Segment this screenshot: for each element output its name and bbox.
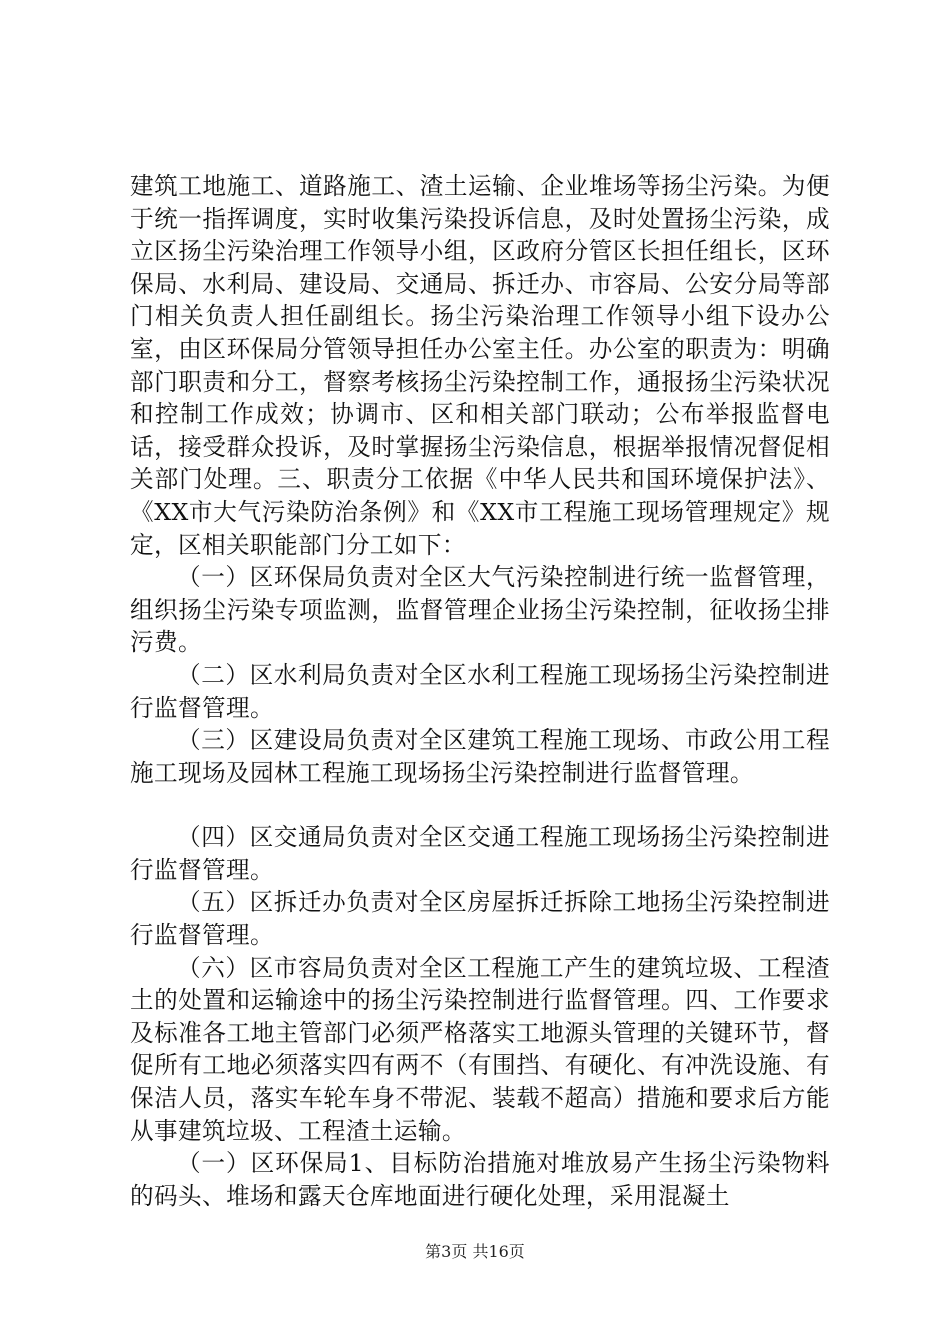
paragraph-intro: 建筑工地施工、道路施工、渣土运输、企业堆场等扬尘污染。为便于统一指挥调度，实时收集污染投诉信息，及时处置扬尘污染，成立区扬尘污染治理工作领导小组，区政府分管区长担任组长，区环保局、水利局、建设局、交通局、拆迁办、市容局、公安分局等部门相关负责人担任副组长。扬尘污染治理工作领导小组下设办公室，由区环保局分管领导担任办公室主任。办公室的职责为：明确部门职责和分工，督察考核扬尘污染控制工作，通报扬尘污染状况和控制工作成效；协调市、区和相关部门联动；公布举报监督电话，接受群众投诉，及时掌握扬尘污染信息，根据举报情况督促相关部门处理。三、职责分工依据《中华人民共和国环境保护法》、《XX市大气污染防治条例》和《XX市工程施工现场管理规定》规定，区相关职能部门分工如下： <box>130 172 830 559</box>
paragraph-spacer <box>130 789 830 821</box>
paragraph-item-2: （二）区水利局负责对全区水利工程施工现场扬尘污染控制进行监督管理。 <box>130 660 830 722</box>
paragraph-section-4-item-1: （一）区环保局1、目标防治措施对堆放易产生扬尘污染物料的码头、堆场和露天仓库地面进行硬化处理，采用混凝土 <box>130 1149 830 1210</box>
paragraph-item-3: （三）区建设局负责对全区建筑工程施工现场、市政公用工程施工现场及园林工程施工现场扬尘污染控制进行监督管理。 <box>130 726 830 787</box>
paragraph-item-4: （四）区交通局负责对全区交通工程施工现场扬尘污染控制进行监督管理。 <box>130 823 830 884</box>
document-body <box>130 170 830 1212</box>
paragraph-item-6: （六）区市容局负责对全区工程施工产生的建筑垃圾、工程渣土的处置和运输途中的扬尘污染控制进行监督管理。四、工作要求及标准各工地主管部门必须严格落实工地源头管理的关键环节，督促所有工地必须落实四有两不（有围挡、有硬化、有冲洗设施、有保洁人员，落实车轮车身不带泥、装载不超高）措施和要求后方能从事建筑垃圾、工程渣土运输。 <box>130 953 830 1145</box>
paragraph-item-1: （一）区环保局负责对全区大气污染控制进行统一监督管理，组织扬尘污染专项监测，监督管理企业扬尘污染控制，征收扬尘排污费。 <box>130 563 830 657</box>
page-number-footer: 第3页 共16页 <box>425 1242 525 1261</box>
paragraph-item-5: （五）区拆迁办负责对全区房屋拆迁拆除工地扬尘污染控制进行监督管理。 <box>130 888 830 950</box>
